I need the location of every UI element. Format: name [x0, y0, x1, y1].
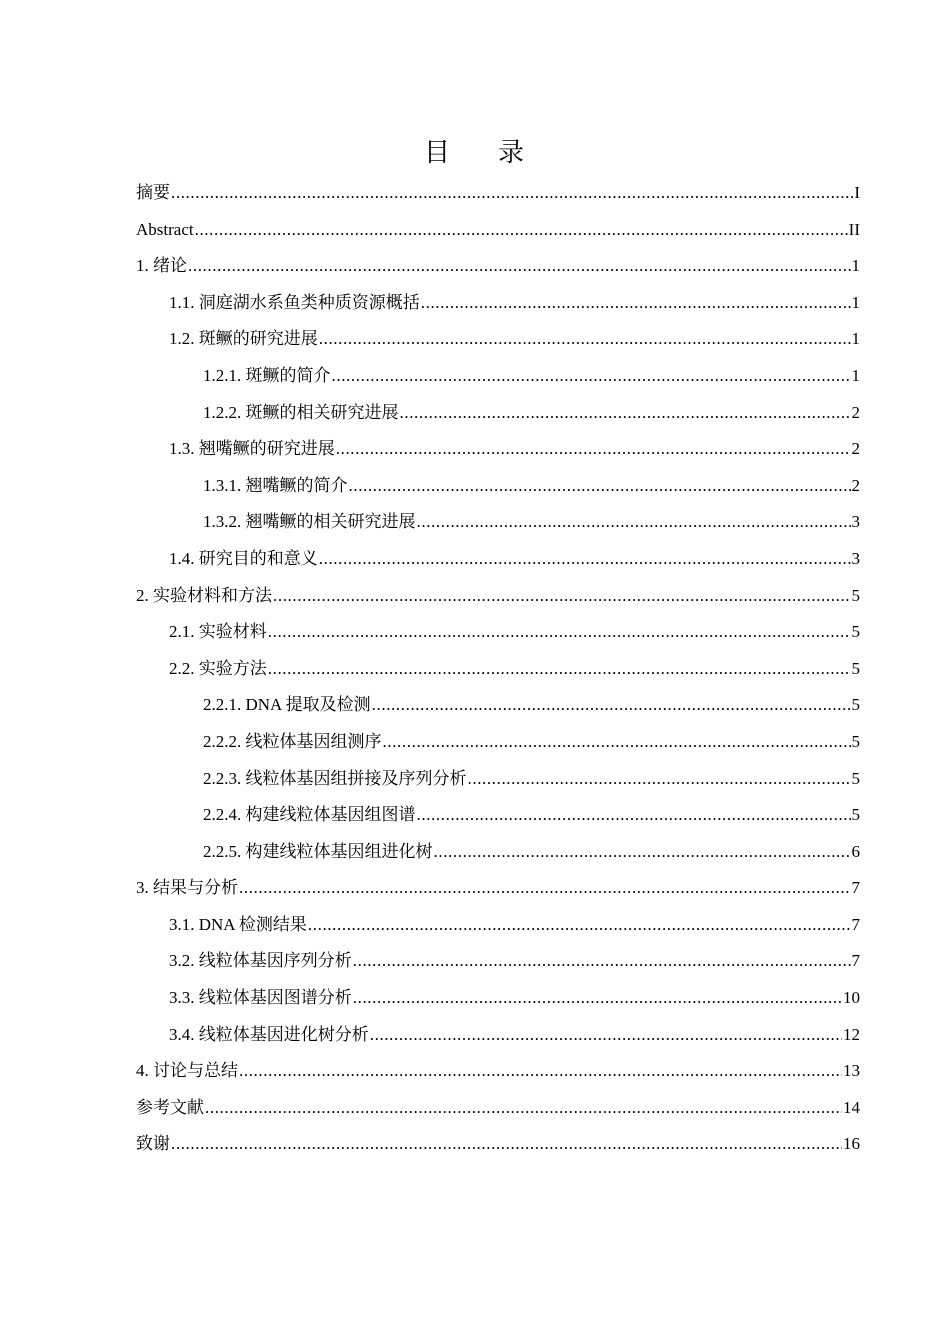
toc-entry-label: 1.3.1. 翘嘴鳜的简介 — [203, 475, 348, 495]
toc-entry[interactable] — [136, 250, 860, 287]
toc-entry[interactable] — [136, 543, 860, 580]
toc-leader-dots — [417, 506, 851, 538]
toc-entry[interactable] — [136, 360, 860, 397]
toc-entry-label: 3.1. DNA 检测结果 — [169, 914, 307, 934]
toc-entry[interactable] — [136, 982, 860, 1019]
toc-entry-page: 3 — [851, 512, 860, 532]
toc-leader-dots — [417, 799, 851, 831]
toc-entry-label: 1.2.2. 斑鳜的相关研究进展 — [203, 402, 399, 422]
toc-leader-dots — [353, 945, 851, 977]
toc-leader-dots — [353, 982, 842, 1014]
toc-entry-label: 1.4. 研究目的和意义 — [169, 548, 318, 568]
toc-entry[interactable] — [136, 214, 860, 251]
toc-entry-page: 7 — [851, 951, 860, 971]
toc-entry-label: 参考文献 — [136, 1097, 204, 1117]
toc-entry-page: 5 — [851, 585, 860, 605]
toc-entry[interactable] — [136, 287, 860, 324]
toc-entry-label: 摘要 — [136, 183, 170, 202]
toc-leader-dots — [268, 616, 851, 648]
toc-entry-page: 3 — [851, 548, 860, 568]
toc-leader-dots — [273, 580, 851, 612]
toc-entry-page: 1 — [851, 329, 860, 349]
toc-entry[interactable] — [136, 1055, 860, 1092]
toc-entry[interactable] — [136, 653, 860, 690]
toc-entry-page: II — [848, 219, 860, 239]
toc-leader-dots — [195, 214, 848, 246]
toc-entry-page: 14 — [843, 1097, 860, 1117]
toc-entry-page: 1 — [851, 256, 860, 276]
toc-entry[interactable] — [136, 909, 860, 946]
toc-entry-page: 5 — [851, 658, 860, 678]
toc-leader-dots — [349, 470, 851, 502]
toc-list — [136, 177, 860, 1165]
toc-leader-dots — [188, 250, 851, 282]
toc-entry[interactable] — [136, 580, 860, 617]
toc-title-left: 目 — [423, 138, 452, 167]
toc-entry-label: 3.2. 线粒体基因序列分析 — [169, 951, 352, 971]
toc-entry-label: 1. 绪论 — [136, 256, 187, 276]
toc-entry-label: 2.2.5. 构建线粒体基因组进化树 — [203, 841, 433, 861]
toc-title — [0, 136, 950, 170]
toc-entry[interactable] — [136, 836, 860, 873]
toc-entry[interactable] — [136, 1128, 860, 1165]
toc-leader-dots — [239, 1055, 842, 1087]
toc-leader-dots — [205, 1092, 842, 1124]
toc-entry-label: 1.3. 翘嘴鳜的研究进展 — [169, 439, 335, 459]
toc-entry[interactable] — [136, 397, 860, 434]
toc-entry-page: 1 — [851, 365, 860, 385]
toc-entry-label: 3.4. 线粒体基因进化树分析 — [169, 1024, 369, 1044]
toc-leader-dots — [434, 836, 851, 868]
toc-entry-label: 3. 结果与分析 — [136, 878, 238, 898]
toc-entry[interactable] — [136, 1019, 860, 1056]
toc-leader-dots — [171, 177, 853, 209]
toc-leader-dots — [421, 287, 851, 319]
toc-entry-label: 2.2.2. 线粒体基因组测序 — [203, 731, 382, 751]
toc-leader-dots — [336, 433, 851, 465]
toc-title-right: 录 — [498, 138, 527, 167]
toc-entry[interactable] — [136, 799, 860, 836]
toc-entry-page: 2 — [851, 402, 860, 422]
toc-entry-label: 1.1. 洞庭湖水系鱼类种质资源概括 — [169, 292, 420, 312]
toc-entry[interactable] — [136, 689, 860, 726]
toc-entry-label: 2.2.3. 线粒体基因组拼接及序列分析 — [203, 768, 467, 788]
toc-leader-dots — [171, 1128, 842, 1160]
toc-entry[interactable] — [136, 726, 860, 763]
toc-leader-dots — [239, 872, 851, 904]
toc-entry[interactable] — [136, 177, 860, 214]
toc-entry-page: 13 — [843, 1061, 860, 1081]
toc-entry-label: Abstract — [136, 219, 194, 239]
toc-entry[interactable] — [136, 323, 860, 360]
toc-leader-dots — [332, 360, 851, 392]
toc-entry-label: 2.2.4. 构建线粒体基因组图谱 — [203, 805, 416, 825]
toc-leader-dots — [468, 763, 851, 795]
toc-entry-label: 2.2.1. DNA 提取及检测 — [203, 695, 371, 715]
toc-entry-page: 5 — [851, 731, 860, 751]
toc-entry-label: 4. 讨论与总结 — [136, 1061, 238, 1081]
toc-entry-label: 3.3. 线粒体基因图谱分析 — [169, 988, 352, 1008]
toc-entry-page: 5 — [851, 622, 860, 642]
toc-entry-label: 1.3.2. 翘嘴鳜的相关研究进展 — [203, 512, 416, 532]
toc-entry[interactable] — [136, 872, 860, 909]
toc-entry[interactable] — [136, 470, 860, 507]
toc-entry-label: 2.1. 实验材料 — [169, 622, 267, 642]
toc-leader-dots — [319, 323, 851, 355]
toc-entry-page: 5 — [851, 695, 860, 715]
toc-leader-dots — [268, 653, 851, 685]
toc-entry[interactable] — [136, 433, 860, 470]
toc-entry-label: 2.2. 实验方法 — [169, 658, 267, 678]
toc-entry-page: 6 — [851, 841, 860, 861]
toc-entry[interactable] — [136, 616, 860, 653]
toc-entry[interactable] — [136, 763, 860, 800]
toc-entry-label: 2. 实验材料和方法 — [136, 585, 272, 605]
toc-entry-label: 致谢 — [136, 1134, 170, 1154]
toc-entry-page: 10 — [843, 988, 860, 1008]
toc-entry-page: 7 — [851, 878, 860, 898]
toc-leader-dots — [400, 397, 851, 429]
toc-entry-page: 2 — [851, 439, 860, 459]
toc-entry-page: 12 — [843, 1024, 860, 1044]
toc-entry-page: 1 — [851, 292, 860, 312]
toc-leader-dots — [319, 543, 851, 575]
toc-entry-page: 2 — [851, 475, 860, 495]
toc-entry-page: 5 — [851, 768, 860, 788]
toc-entry-page: 16 — [843, 1134, 860, 1154]
toc-leader-dots — [383, 726, 851, 758]
toc-entry-page: 5 — [851, 805, 860, 825]
toc-leader-dots — [370, 1019, 842, 1051]
toc-entry[interactable] — [136, 1092, 860, 1129]
toc-entry[interactable] — [136, 945, 860, 982]
toc-entry-label: 1.2. 斑鳜的研究进展 — [169, 329, 318, 349]
toc-entry-page: I — [854, 183, 860, 202]
toc-entry[interactable] — [136, 506, 860, 543]
toc-entry-label: 1.2.1. 斑鳜的简介 — [203, 365, 331, 385]
toc-leader-dots — [372, 689, 851, 721]
toc-leader-dots — [308, 909, 851, 941]
toc-entry-page: 7 — [851, 914, 860, 934]
